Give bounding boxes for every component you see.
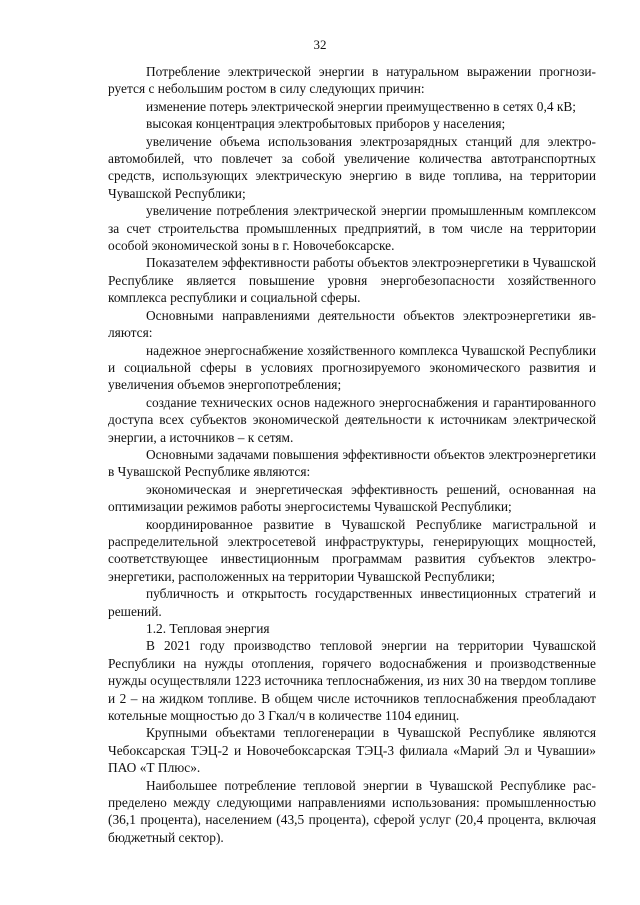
paragraph-charging-stations: увеличение объема использования электрозарядных станций для электроавтомобилей, что повлечет за собой увеличение количества автотранспортных средств, использующих электрическую энергию в виде топлива, на территории Чувашской Республики;	[108, 133, 596, 201]
paragraph-technical-foundations: создание технических основ надежного энергоснабжения и гарантированного доступа всех субъектов экономической деятельности к источникам электрической энергии, а источников – к сетям.	[108, 394, 596, 445]
paragraph-heat-consumption-split: Наибольшее потребление тепловой энергии в Чувашской Республике распределено между следующими направлениями использования: промышленностью (36,1 процента), населением (43,5 процента), сферой услуг (20,4 процента, включая бюджетный сектор).	[108, 777, 596, 845]
paragraph-main-directions: Основными направлениями деятельности объектов электроэнергетики являются:	[108, 307, 596, 341]
paragraph-efficiency-indicator: Показателем эффективности работы объектов электроэнергетики в Чувашской Республике является повышение уровня энергобезопасности хозяйственного комплекса республики и социальной сферы.	[108, 255, 596, 306]
paragraph-losses-change: изменение потерь электрической энергии преимущественно в сетях 0,4 кВ;	[146, 98, 577, 114]
paragraph-appliance-concentration: высокая концентрация электробытовых приборов у населения;	[146, 116, 506, 132]
paragraph-publicity: публичность и открытость государственных инвестиционных стратегий и решений.	[108, 586, 596, 619]
paragraph-heat-generation-facilities: Крупными объектами теплогенерации в Чувашской Республике являются Чебоксарская ТЭЦ-2 и Новочебоксарская ТЭЦ-3 филиала «Марий Эл и Чувашии» ПАО «Т Плюс».	[108, 725, 596, 776]
page-number: 32	[313, 37, 327, 52]
paragraph-heat-production-2021: В 2021 году производство тепловой энергии на территории Чувашской Республики на нужды отопления, горячего водоснабжения и производственные нужды осуществляли 1223 источника теплоснабжения, из них 30 на твердом топливе и 2 – на жидком топливе. В общем числе источников теплоснабжения преобладают котельные мощностью до 3 Гкал/ч в количестве 1104 единиц.	[108, 638, 596, 724]
body-text	[108, 63, 596, 846]
paragraph-consumption-forecast: Потребление электрической энергии в натуральном выражении прогнозируется с небольшим ростом в силу следующих причин:	[108, 64, 596, 97]
paragraph-economic-efficiency: экономическая и энергетическая эффективность решений, основанная на оптимизации режимов работы энергосистемы Чувашской Республики;	[108, 481, 596, 515]
paragraph-reliable-supply: надежное энергоснабжение хозяйственного комплекса Чувашской Республики и социальной сферы в условиях прогнозируемого экономического развития и увеличения объемов энергопотребления;	[108, 342, 596, 393]
paragraph-coordinated-development: координированное развитие в Чувашской Республике магистральной и распределительной электросетевой инфраструктуры, генерирующих мощностей, соответствующее инвестиционным программам развития субъектов электроэнергетики, расположенных на территории Чувашской Республики;	[108, 516, 596, 584]
section-heading-heat-energy: 1.2. Тепловая энергия	[146, 621, 270, 636]
paragraph-main-tasks: Основными задачами повышения эффективности объектов электроэнергетики в Чувашской Республике являются:	[108, 446, 596, 480]
paragraph-industrial-consumption: увеличение потребления электрической энергии промышленным комплексом за счет строительства промышленных предприятий, в том числе на территории особой экономической зоны в г. Новочебоксарске.	[108, 203, 596, 254]
